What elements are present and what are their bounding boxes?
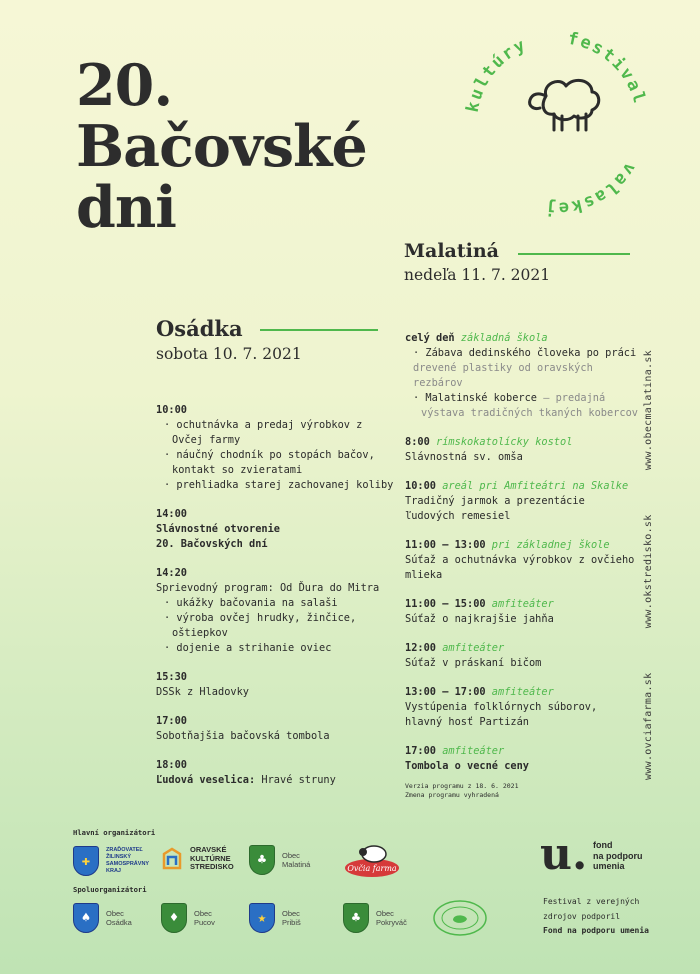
pucov-logo-text [194,909,215,927]
program-text: Súťaž o najkrajšie jahňa [405,613,554,625]
program-text: Sprievodný program: Od Ďura do Mitra [156,582,380,594]
osadka-logo [73,903,132,933]
malatina-divider [518,253,630,255]
malatina-logo [249,845,310,875]
title-word-1: Bačovské [76,113,367,180]
ovcia-farma-text: Ovčia farma [347,864,397,873]
program-time: 12:00 [405,642,436,654]
osadka-heading [156,316,302,363]
program-time: 14:00 [156,508,187,520]
osadka-crest-icon: ♠ [73,903,99,933]
websites-vertical [643,312,654,780]
ring-word-valaskej: valaskej [543,158,640,219]
osadka-date: sobota 10. 7. 2021 [156,345,302,363]
website-link[interactable]: www.ovciafarma.sk [643,672,654,780]
osadka-program [156,403,396,802]
pribis-crest-icon: ★ [249,903,275,933]
program-text-bold: Ľudová veselica: [156,774,256,786]
fund-name [593,840,643,872]
pribis-logo [249,903,301,933]
oks-line-3: STREDISKO [190,862,234,872]
ovcia-farma-logo [342,840,402,880]
program-item: · dojenie a strihanie oviec [156,641,396,656]
fund-note-line-2: zdrojov podporil [543,911,621,921]
pokryvac-crest-icon: ♣ [343,903,369,933]
program-text [156,773,396,788]
pokryvac-word: Pokryváč [376,918,407,927]
program-time: 10:00 [156,404,187,416]
association-logo-icon [431,898,489,938]
program-text: 20. Bačovských dní [156,538,268,550]
co-organizers-label: Spoluorganizátori [73,885,147,894]
program-block [156,758,396,788]
program-text: Slávnostné otvorenie [156,523,280,535]
program-item: · ukážky bačovania na salaši [156,596,396,611]
program-item: · výroba ovčej hrudky, žinčice, oštiepkov [156,611,396,641]
program-text: Vystúpenia folklórnych súborov, hlavný hosť Partizán [405,701,598,728]
obec-word: Obec [376,909,394,918]
program-block [156,403,396,493]
program-block [405,744,640,774]
program-item: · náučný chodník po stopách bačov, kontakt so zvieratami [156,448,396,478]
obec-word: Obec [106,909,124,918]
oks-logo [161,846,234,872]
pucov-word: Pucov [194,918,215,927]
program-block [405,597,640,627]
svg-text:kultúry [463,35,530,114]
program-block [405,685,640,730]
main-organizers-label: Hlavní organizátori [73,828,156,837]
program-block [156,566,396,656]
program-time: celý deň [405,332,455,344]
svg-text:festival [566,29,650,107]
malatina-crest-icon: ♣ [249,845,275,875]
poster-title [76,52,367,241]
program-place: amfiteáter [442,642,505,654]
program-block [405,479,640,524]
oks-text [190,846,234,872]
ring-word-festival: festival [566,28,650,108]
svg-text:valaskej [543,159,640,218]
program-block [405,435,640,465]
fund-note-line-3: Fond na podporu umenia [543,926,649,935]
program-place: amfiteáter [442,745,505,757]
program-time: 11:00 – 15:00 [405,598,486,610]
program-block [405,331,640,421]
oks-line-2: KULTÚRNE [190,853,231,863]
pucov-logo [161,903,215,933]
program-block [405,538,640,583]
program-block [156,714,396,744]
ring-word-kultury: kultúry [462,34,531,114]
program-time: 18:00 [156,759,187,771]
fund-line-1: fond [593,840,613,850]
fund-line-2: na podporu [593,850,643,861]
program-item-title: Malatinské koberce [425,392,537,404]
osadka-word: Osádka [106,918,132,927]
program-text: Súťaž a ochutnávka výrobkov z ovčieho mlieka [405,554,635,581]
title-number: 20. [76,52,173,119]
program-version-note [405,782,640,800]
malatina-date: nedeľa 11. 7. 2021 [404,266,551,284]
fund-note-line-1: Festival z verejných [543,897,640,906]
program-place: základná škola [460,332,548,344]
fund-line-3: umenia [593,861,625,871]
version-note: Verzia programu z 18. 6. 2021 [405,782,519,790]
program-block [156,507,396,552]
pribis-word: Pribiš [282,918,301,927]
change-note: Zmena programu vyhradená [405,791,499,799]
malatina-logo-text [282,851,310,869]
program-block [405,641,640,671]
program-time: 11:00 – 13:00 [405,539,486,551]
zsk-crest-icon: ✚ [73,846,99,876]
oks-line-1: ORAVSKÉ [190,845,227,855]
website-link[interactable]: www.obecmalatina.sk [643,350,654,471]
oks-mark-icon [161,846,183,872]
website-link[interactable]: www.okstredisko.sk [643,514,654,629]
malatina-heading [404,240,550,284]
fund-support-note [543,895,649,939]
program-time: 17:00 [156,715,187,727]
obec-word: Obec [194,909,212,918]
obec-word: Obec [282,909,300,918]
program-text: Tradičný jarmok a prezentácie ľudových remesiel [405,495,585,522]
program-item: · ochutnávka a predaj výrobkov z Ovčej farmy [156,418,396,448]
program-item [405,391,640,421]
program-time: 10:00 [405,480,436,492]
program-time: 14:20 [156,567,187,579]
osadka-logo-text [106,909,132,927]
fund-logo-mark: u. [540,829,588,880]
program-place: areál pri Amfiteátri na Skalke [442,480,629,492]
program-place: pri základnej škole [491,539,610,551]
osadka-title: Osádka [156,316,243,341]
pokryvac-logo [343,903,407,933]
program-text-rest: Hravé struny [255,774,336,786]
program-item-desc: – predajná výstava tradičných tkaných kobercov [421,392,638,419]
program-block [156,670,396,700]
malatina-program [405,331,640,800]
program-time: 15:30 [156,671,187,683]
program-time: 8:00 [405,436,430,448]
obec-word: Obec [282,851,300,860]
program-text: Slávnostná sv. omša [405,451,523,463]
program-time: 17:00 [405,745,436,757]
program-item: · Zábava dedinského človeka po práci [405,346,640,361]
sheep-icon [530,80,599,130]
pribis-logo-text [282,909,301,927]
program-text: DSSk z Hladovky [156,686,249,698]
program-text: Súťaž v práskaní bičom [405,657,542,669]
title-word-2: dni [76,174,176,241]
program-place: rímskokatolícky kostol [436,436,573,448]
pokryvac-logo-text [376,909,407,927]
program-time: 13:00 – 17:00 [405,686,486,698]
program-item: · prehliadka starej zachovanej koliby [156,478,396,493]
zsk-text: ZRAĎOVATEĽ ŽILINSKÝ SAMOSPRÁVNY KRAJ [106,847,149,874]
malatina-word: Malatiná [282,860,311,869]
zsk-logo [73,846,152,876]
osadka-divider [260,329,378,331]
program-text: Tombola o vecné ceny [405,760,529,772]
program-item-desc: drevené plastiky od oravských rezbárov [413,362,593,389]
festival-logo [452,18,662,228]
program-place: amfiteáter [491,598,554,610]
malatina-title: Malatiná [404,240,499,262]
program-place: amfiteáter [491,686,554,698]
program-text: Sobotňajšia bačovská tombola [156,730,330,742]
pucov-crest-icon: ♦ [161,903,187,933]
